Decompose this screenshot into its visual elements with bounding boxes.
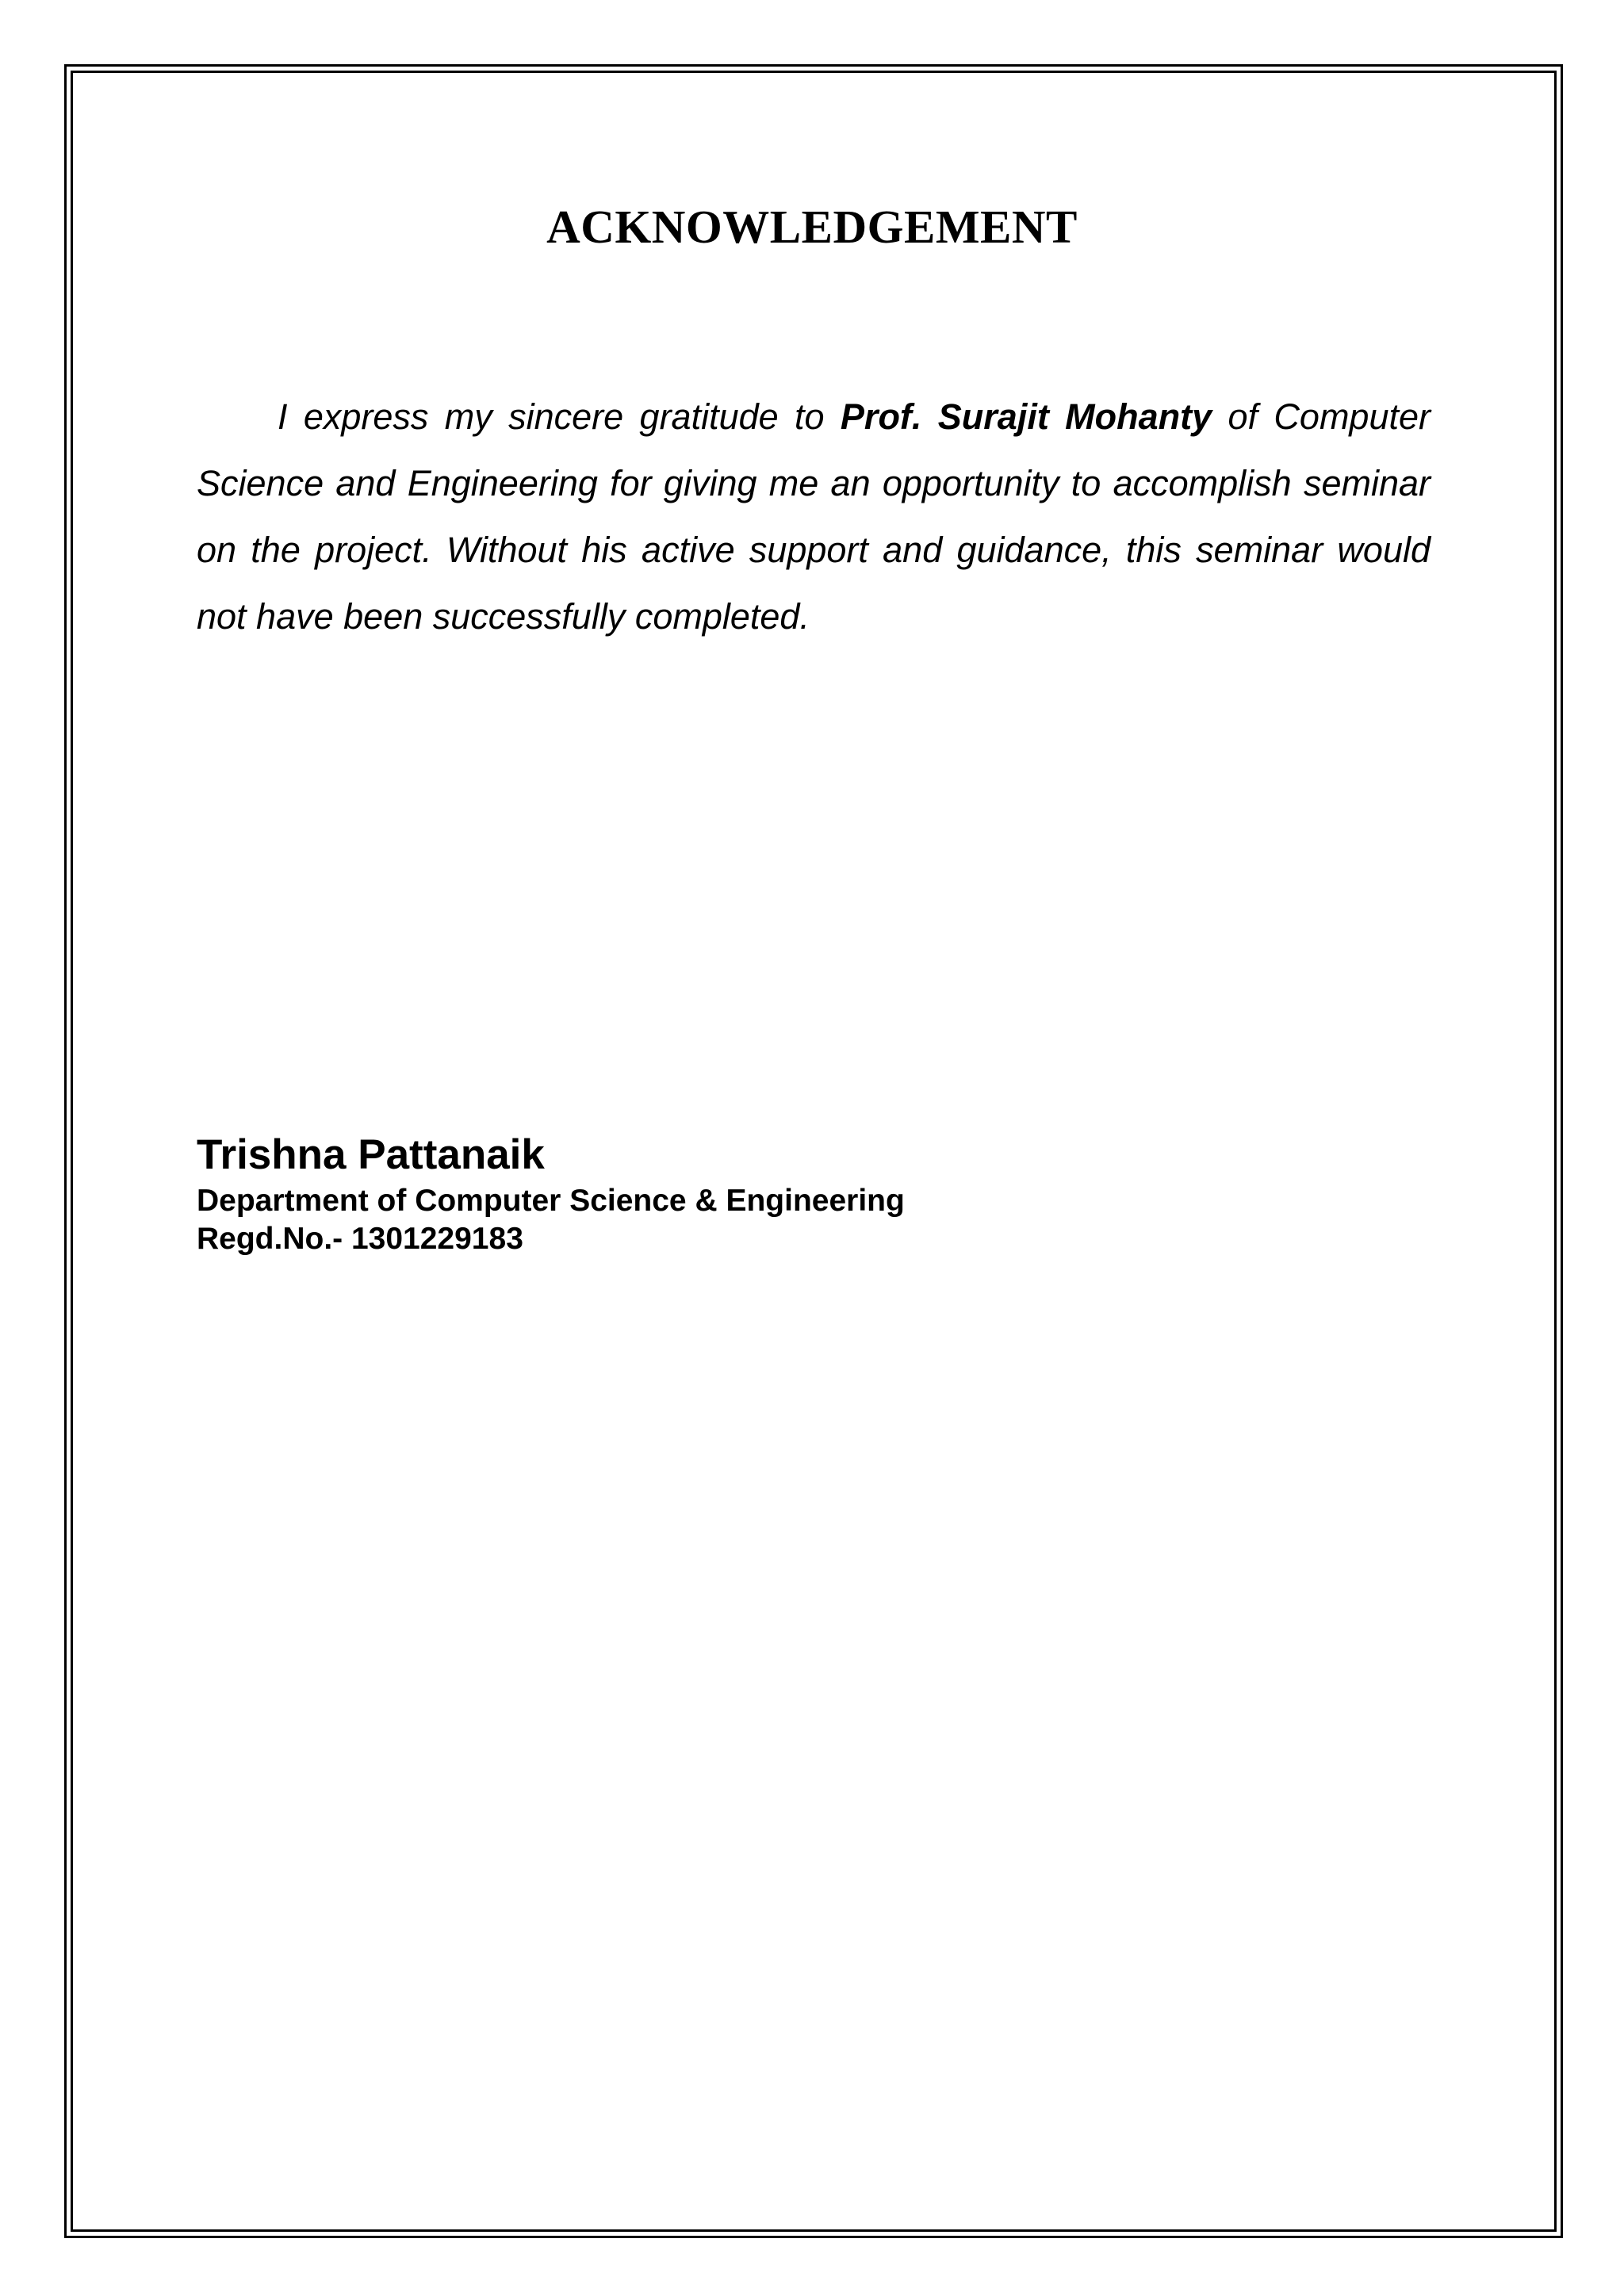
acknowledgement-paragraph: [197, 384, 1431, 650]
page-title: ACKNOWLEDGEMENT: [546, 201, 1078, 253]
author-department: Department of Computer Science & Engineering: [197, 1184, 905, 1218]
professor-name: Prof. Surajit Mohanty: [840, 396, 1212, 437]
signature-block: [197, 1128, 905, 1258]
paragraph-intro: I express my sincere gratitude to: [278, 396, 841, 437]
paragraph-body: of Computer Science and Engineering for giving me an opportunity to accomplish seminar on the project. Without his active support and guidance, this seminar would not have been successfully completed.: [197, 396, 1431, 637]
registration-number: Regd.No.- 1301229183: [197, 1222, 523, 1256]
author-name: Trishna Pattanaik: [197, 1131, 545, 1178]
